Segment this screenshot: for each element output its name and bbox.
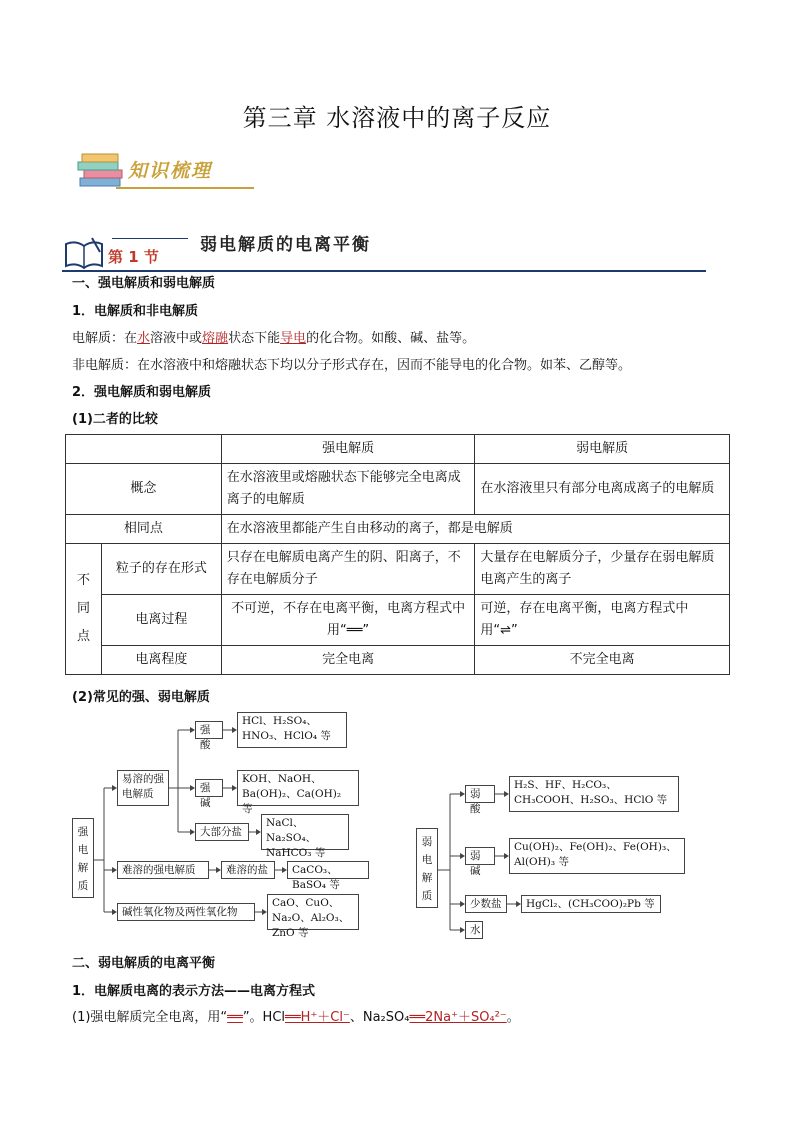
strong-insoluble-items: CaCO₃、BaSO₄ 等 [287, 861, 369, 879]
chapter-title: 第三章 水溶液中的离子反应 [242, 104, 552, 132]
row-process: 电离过程 [101, 595, 221, 646]
degree-weak: 不完全电离 [475, 646, 730, 675]
heading-2-1: 1．电解质电离的表示方法——电离方程式 [72, 984, 316, 999]
weak-salt: 少数盐 [465, 895, 507, 913]
heading-1: 一、强电解质和弱电解质 [72, 276, 216, 291]
strong-soluble: 易溶的强电解质 [117, 770, 169, 806]
section-number: 第 1 节 [108, 248, 159, 266]
form-weak: 大量存在电解质分子，少量存在弱电解质电离产生的离子 [475, 544, 730, 595]
strong-acid: 强酸 [195, 721, 223, 739]
heading-1-2b: (2)常见的强、弱电解质 [72, 690, 210, 705]
section-title: 弱电解质的电离平衡 [200, 235, 371, 255]
banner-label: 知识梳理 [128, 160, 213, 182]
strong-base-items: KOH、NaOH、Ba(OH)₂、Ca(OH)₂ 等 [237, 770, 359, 806]
heading-2: 二、弱电解质的电离平衡 [72, 956, 216, 971]
strong-insoluble-salt: 难溶的盐 [221, 861, 275, 879]
strong-oxide-items: CaO、CuO、Na₂O、Al₂O₃、ZnO 等 [267, 894, 359, 930]
heading-1-1: 1．电解质和非电解质 [72, 304, 199, 319]
form-strong: 只存在电解质电离产生的阴、阳离子，不存在电解质分子 [221, 544, 475, 595]
weak-water: 水 [465, 921, 483, 939]
degree-strong: 完全电离 [221, 646, 475, 675]
strong-insoluble: 难溶的强电解质 [117, 861, 209, 879]
row-concept: 概念 [66, 464, 222, 515]
strong-oxides: 碱性氧化物及两性氧化物 [117, 903, 255, 921]
weak-root: 弱电解质 [416, 828, 438, 908]
electrolyte-definition: 电解质：在水溶液中或熔融状态下能导电的化合物。如酸、碱、盐等。 [72, 331, 476, 346]
weak-acid-items: H₂S、HF、H₂CO₃、CH₃COOH、H₂SO₃、HClO 等 [509, 776, 679, 812]
weak-base: 弱碱 [465, 847, 495, 865]
diff-cell: 不同点 [66, 544, 102, 675]
strong-acid-items: HCl、H₂SO₄、HNO₃、HClO₄ 等 [237, 712, 347, 748]
strong-salt: 大部分盐 [195, 823, 249, 841]
row-same: 相同点 [66, 515, 222, 544]
equation-line: (1)强电解质完全电离，用“══”。HCl══H⁺＋Cl⁻、Na₂SO₄══2Na⁺＋SO₄²⁻。 [72, 1010, 520, 1025]
strong-root: 强电解质 [72, 818, 94, 898]
nonelectrolyte-definition: 非电解质：在水溶液中和熔融状态下均以分子形式存在，因而不能导电的化合物。如苯、乙醇等。 [72, 358, 632, 373]
row-degree: 电离程度 [101, 646, 221, 675]
concept-strong: 在水溶液里或熔融状态下能够完全电离成离子的电解质 [221, 464, 475, 515]
row-form: 粒子的存在形式 [101, 544, 221, 595]
process-weak: 可逆，存在电离平衡，电离方程式中用“⇌” [475, 595, 730, 646]
weak-salt-items: HgCl₂、(CH₃COO)₂Pb 等 [521, 895, 661, 913]
col-weak: 弱电解质 [475, 435, 730, 464]
heading-1-2: 2．强电解质和弱电解质 [72, 385, 212, 400]
same-cell: 在水溶液里都能产生自由移动的离子，都是电解质 [221, 515, 729, 544]
strong-salt-items: NaCl、Na₂SO₄、NaHCO₃ 等 [261, 814, 349, 850]
strong-base: 强碱 [195, 779, 223, 797]
weak-acid: 弱酸 [465, 785, 495, 803]
heading-1-2a: (1)二者的比较 [72, 412, 158, 427]
concept-weak: 在水溶液里只有部分电离成离子的电解质 [475, 464, 730, 515]
col-strong: 强电解质 [221, 435, 475, 464]
process-strong: 不可逆，不存在电离平衡，电离方程式中用“══” [221, 595, 475, 646]
weak-base-items: Cu(OH)₂、Fe(OH)₂、Fe(OH)₃、Al(OH)₃ 等 [509, 838, 685, 874]
